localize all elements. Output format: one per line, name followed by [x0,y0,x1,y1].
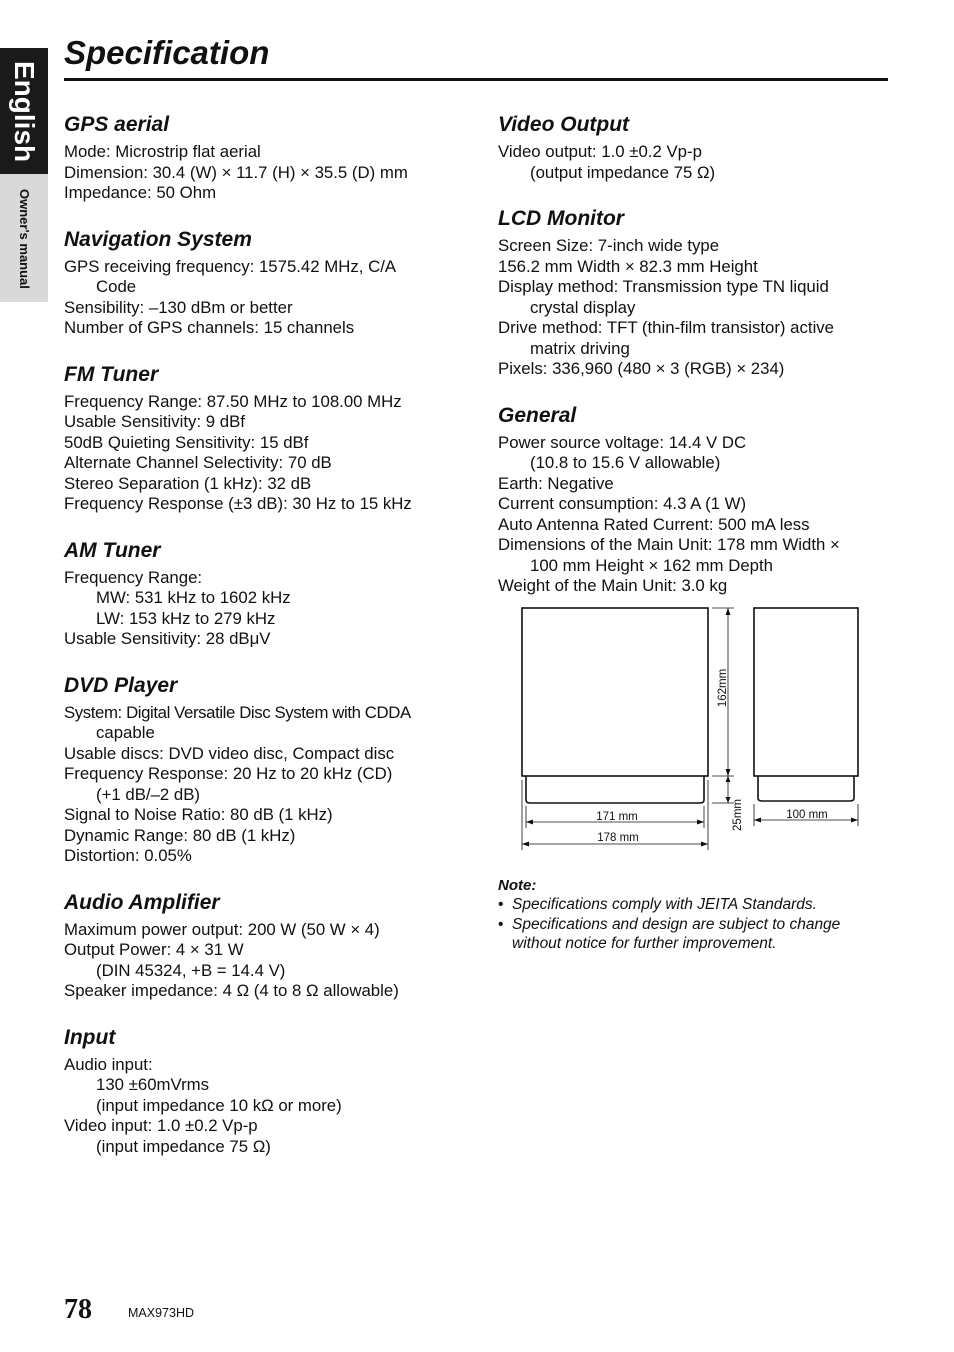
side-view [754,608,858,801]
note-item [498,915,888,935]
dimension-diagram [518,600,868,860]
section-title: Video Output [498,113,630,136]
spec-line: Earth: Negative [498,473,614,493]
spec-line: Signal to Noise Ratio: 80 dB (1 kHz) [64,805,333,824]
language-label: English [9,61,40,163]
note-block [498,876,888,954]
bullet-icon: • [498,896,504,913]
spec-line: Sensibility: –130 dBm or better [64,297,293,317]
left-column [64,112,464,1180]
right-column [498,112,888,620]
spec-line: Power source voltage: 14.4 V DC [498,432,747,452]
spec-line: Usable Sensitivity: 28 dBμV [64,629,271,648]
spec-line: Frequency Response (±3 dB): 30 Hz to 15 kHz [64,494,412,513]
spec-line: Weight of the Main Unit: 3.0 kg [498,576,728,595]
page-title: Specification [64,34,270,71]
spec-line: Output Power: 4 × 31 W [64,940,244,959]
spec-line: Stereo Separation (1 kHz): 32 dB [64,473,312,493]
spec-line: Pixels: 336,960 (480 × 3 (RGB) × 234) [498,359,785,378]
note-title: Note: [498,877,537,894]
spec-line: Video input: 1.0 ±0.2 Vp-p [64,1116,258,1135]
title-rule [64,78,888,81]
spec-line: Screen Size: 7-inch wide type [498,236,720,255]
spec-line: Dimension: 30.4 (W) × 11.7 (H) × 35.5 (D) mm [64,162,408,182]
dimension-label-25mm: 25mm [732,799,744,831]
spec-line: 100 mm Height × 162 mm Depth [530,555,773,575]
spec-line: Display method: Transmission type TN liquid [498,277,829,296]
spec-line: LW: 153 kHz to 279 kHz [96,608,276,628]
spec-line: (10.8 to 15.6 V allowable) [530,453,721,472]
spec-line: Auto Antenna Rated Current: 500 mA less [498,514,810,534]
front-view [522,608,708,803]
note-text: Specifications comply with JEITA Standards. [512,896,817,913]
spec-line: Mode: Microstrip flat aerial [64,142,261,161]
section-title: Navigation System [64,227,252,251]
section-title: AM Tuner [64,538,161,562]
spec-line: System: Digital Versatile Disc System with CDDA [64,702,411,722]
navigation-system-section [64,227,464,339]
fm-tuner-section [64,362,464,515]
dimension-label-171mm: 171 mm [596,811,638,823]
dimension-label-100mm: 100 mm [786,809,828,821]
section-title: Input [64,1025,116,1049]
page-number: 78 [64,1294,92,1325]
note-text: Specifications and design are subject to change [512,915,841,933]
spec-line: (output impedance 75 Ω) [530,162,716,182]
section-title: LCD Monitor [498,207,624,230]
section-title: General [498,403,577,427]
bullet-icon: • [498,915,504,933]
input-section [64,1025,464,1158]
spec-line: MW: 531 kHz to 1602 kHz [96,588,291,607]
spec-line: Maximum power output: 200 W (50 W × 4) [64,919,380,939]
spec-line: GPS receiving frequency: 1575.42 MHz, C/A [64,256,397,276]
dvd-player-section [64,673,464,867]
spec-line: 50dB Quieting Sensitivity: 15 dBf [64,432,309,452]
video-output-section [498,112,888,183]
dimension-label-162mm: 162mm [717,668,729,708]
spec-line: Code [96,277,137,296]
lcd-monitor-section [498,206,888,380]
spec-line: Dimensions of the Main Unit: 178 mm Width × [498,535,840,554]
spec-line: Alternate Channel Selectivity: 70 dB [64,453,332,472]
spec-line: (+1 dB/–2 dB) [96,784,201,804]
spec-line: Current consumption: 4.3 A (1 W) [498,494,747,513]
spec-line: (DIN 45324, +B = 14.4 V) [96,960,286,980]
spec-line: 130 ±60mVrms [96,1075,210,1094]
spec-line: Dynamic Range: 80 dB (1 kHz) [64,825,296,845]
gps-aerial-section [64,112,464,204]
spec-line: crystal display [530,297,636,317]
audio-amplifier-section [64,890,464,1002]
spec-line: matrix driving [530,338,630,358]
am-tuner-section [64,538,464,650]
spec-line: Speaker impedance: 4 Ω (4 to 8 Ω allowable) [64,981,399,1000]
spec-line: Distortion: 0.05% [64,846,192,865]
spec-line: Number of GPS channels: 15 channels [64,318,355,337]
general-section [498,403,888,597]
spec-line: Usable discs: DVD video disc, Compact disc [64,743,395,763]
spec-line: Frequency Response: 20 Hz to 20 kHz (CD) [64,764,393,783]
manual-label: Owner's manual [17,189,32,289]
spec-line: (input impedance 75 Ω) [96,1136,271,1156]
spec-line: Frequency Range: [64,567,203,587]
spec-line: capable [96,723,155,742]
dimension-label-178mm: 178 mm [597,832,639,844]
model-name: MAX973HD [128,1306,194,1320]
section-title: GPS aerial [64,113,170,136]
spec-line: Video output: 1.0 ±0.2 Vp-p [498,142,702,161]
spec-line: Impedance: 50 Ohm [64,183,217,202]
language-tab-dark [0,48,48,174]
spec-line: Usable Sensitivity: 9 dBf [64,412,245,431]
spec-line: Audio input: [64,1054,153,1074]
section-title: FM Tuner [64,362,159,386]
note-text: without notice for further improvement. [512,935,777,952]
section-title: Audio Amplifier [64,890,220,914]
spec-line: (input impedance 10 kΩ or more) [96,1095,342,1115]
spec-line: Frequency Range: 87.50 MHz to 108.00 MHz [64,391,402,411]
note-item [498,895,888,915]
section-title: DVD Player [64,673,178,697]
spec-line: Drive method: TFT (thin-film transistor) active [498,318,835,337]
language-side-tab [0,48,48,302]
spec-line: 156.2 mm Width × 82.3 mm Height [498,256,758,276]
